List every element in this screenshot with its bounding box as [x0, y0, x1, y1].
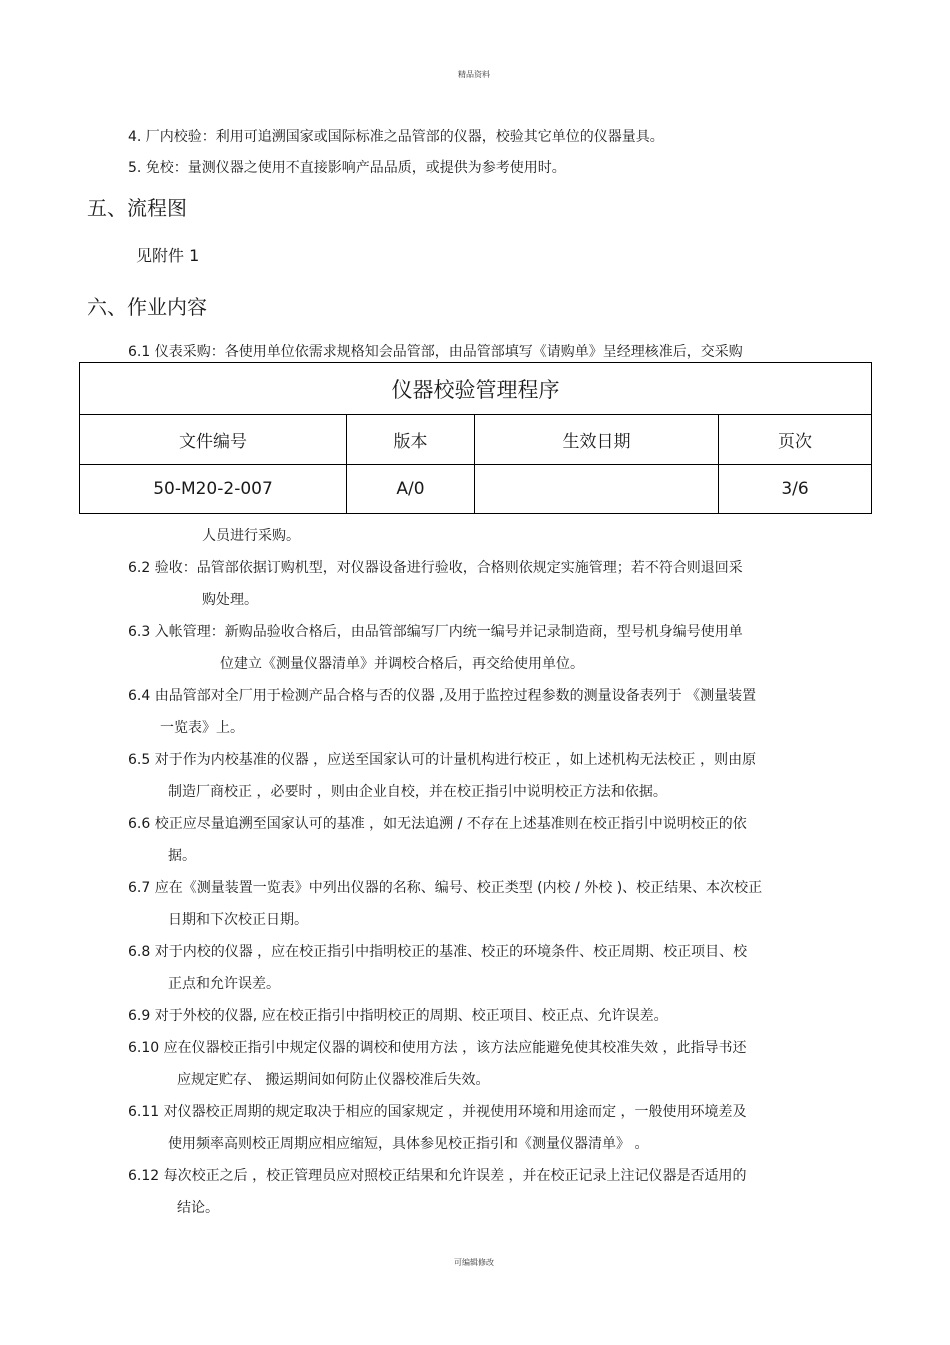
- paragraph-4: 4. 厂内校验：利用可追溯国家或国际标准之品管部的仪器，校验其它单位的仪器量具。: [128, 129, 664, 145]
- header-page: 页次: [719, 415, 872, 465]
- body-line: 6.6 校正应尽量追溯至国家认可的基准 ，如无法追溯 / 不存在上述基准则在校正指引中说明校正的依: [128, 816, 747, 832]
- body-line: 结论。: [177, 1200, 219, 1216]
- body-line: 6.9 对于外校的仪器, 应在校正指引中指明校正的周期、校正项目、校正点、允许误差。: [128, 1008, 668, 1024]
- body-line: 制造厂商校正 ，必要时 ，则由企业自校，并在校正指引中说明校正方法和依据。: [168, 784, 667, 800]
- body-line: 购处理。: [202, 592, 258, 608]
- body-line: 一览表》上。: [160, 720, 244, 736]
- body-line: 6.10 应在仪器校正指引中规定仪器的调校和使用方法 ，该方法应能避免使其校准失效 ，此指导书还: [128, 1040, 747, 1056]
- value-doc-number: 50-M20-2-007: [80, 465, 347, 514]
- body-line: 6.8 对于内校的仪器 ，应在校正指引中指明校正的基准、校正的环境条件、校正周期、校正项目、校: [128, 944, 748, 960]
- body-line: 6.7 应在《测量装置一览表》中列出仪器的名称、编号、校正类型 (内校 / 外校 )、校正结果、本次校正: [128, 880, 763, 896]
- section-5-body: 见附件 1: [136, 246, 200, 265]
- body-line: 6.3 入帐管理：新购品验收合格后，由品管部编写厂内统一编号并记录制造商，型号机身编号使用单: [128, 624, 743, 640]
- body-line: 人员进行采购。: [202, 528, 300, 544]
- body-line: 6.12 每次校正之后 ，校正管理员应对照校正结果和允许误差 ，并在校正记录上注记仪器是否适用的: [128, 1168, 747, 1184]
- body-line: 6.5 对于作为内校基准的仪器 ，应送至国家认可的计量机构进行校正 ，如上述机构无法校正 ，则由原: [128, 752, 757, 768]
- body-line: 位建立《测量仪器清单》并调校合格后，再交给使用单位。: [220, 656, 584, 672]
- header-note: 精品资料: [458, 70, 490, 79]
- body-line: 6.2 验收：品管部依据订购机型，对仪器设备进行验收，合格则依规定实施管理；若不符合则退回采: [128, 560, 743, 576]
- value-effective-date: [475, 465, 719, 514]
- section-6-title: 六、作业内容: [87, 295, 207, 319]
- body-line: 6.4 由品管部对全厂用于检测产品合格与否的仪器 ,及用于监控过程参数的测量设备表列于 《测量装置: [128, 688, 757, 704]
- document-header-table: [79, 362, 872, 514]
- section-5-title: 五、流程图: [87, 196, 187, 220]
- body-line: 应规定贮存、 搬运期间如何防止仪器校准后失效。: [177, 1072, 490, 1088]
- header-version: 版本: [347, 415, 475, 465]
- value-version: A/0: [347, 465, 475, 514]
- header-effective-date: 生效日期: [475, 415, 719, 465]
- paragraph-5: 5. 免校：量测仪器之使用不直接影响产品品质，或提供为参考使用时。: [128, 160, 566, 176]
- body-line: 日期和下次校正日期。: [168, 912, 308, 928]
- item-6-1: 6.1 仪表采购：各使用单位依需求规格知会品管部，由品管部填写《请购单》呈经理核准后，交采购: [128, 344, 743, 360]
- header-doc-number: 文件编号: [80, 415, 347, 465]
- body-line: 据。: [168, 848, 196, 864]
- body-line: 6.11 对仪器校正周期的规定取决于相应的国家规定 ，并视使用环境和用途而定 ，一般使用环境差及: [128, 1104, 747, 1120]
- value-page: 3/6: [719, 465, 872, 514]
- body-line: 正点和允许误差。: [168, 976, 280, 992]
- footer-note: 可编辑修改: [454, 1258, 494, 1267]
- document-title: 仪器校验管理程序: [80, 363, 872, 415]
- body-line: 使用频率高则校正周期应相应缩短，具体参见校正指引和《测量仪器清单》 。: [168, 1136, 649, 1152]
